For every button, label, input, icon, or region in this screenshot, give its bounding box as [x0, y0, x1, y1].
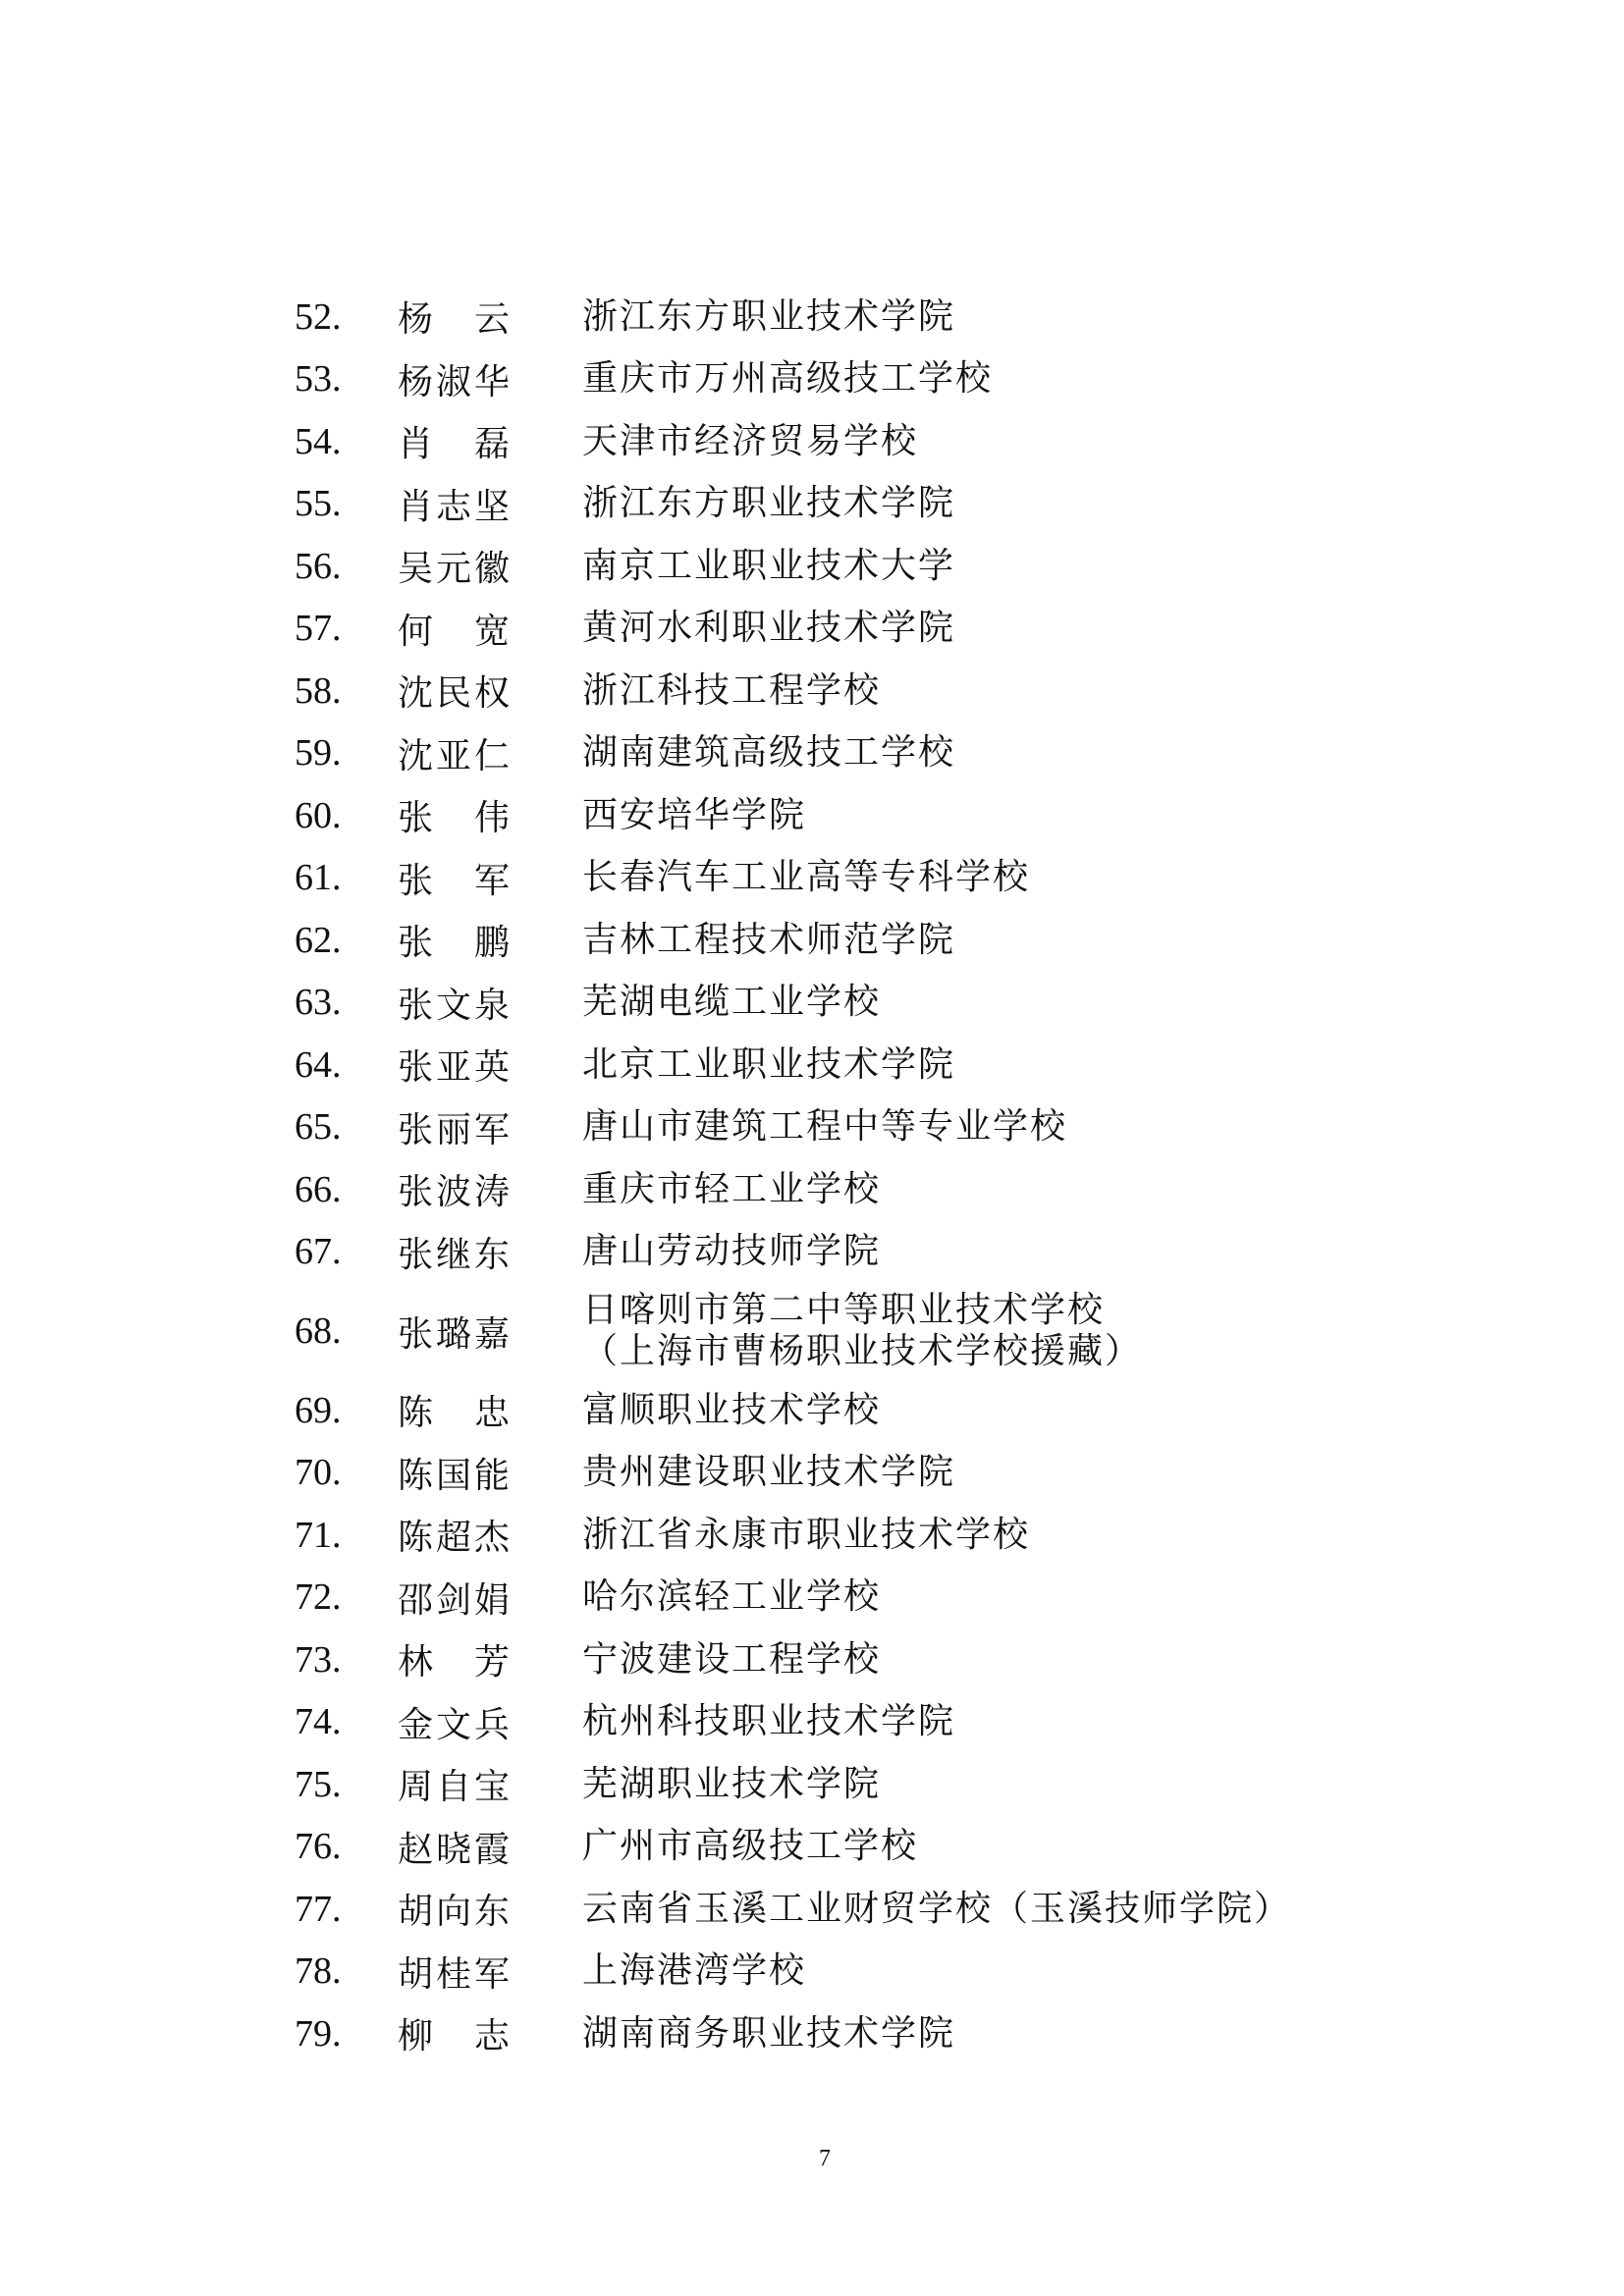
entry-number: 69. — [295, 1389, 342, 1431]
list-item — [295, 1034, 1571, 1096]
list-item — [295, 1096, 1571, 1159]
person-name: 杨 云 — [398, 299, 510, 341]
list-item — [295, 1629, 1571, 1691]
school-name — [582, 1515, 1030, 1556]
entry-number: 64. — [295, 1043, 342, 1086]
school-name — [582, 608, 955, 649]
person-name: 沈亚仁 — [398, 735, 510, 776]
school-name — [582, 920, 955, 961]
school-name — [582, 1044, 955, 1086]
entry-number: 70. — [295, 1452, 342, 1494]
entry-number: 71. — [295, 1514, 342, 1556]
entry-number: 59. — [295, 732, 342, 774]
list-item — [295, 1941, 1571, 2003]
school-line: 上海港湾学校 — [582, 1950, 807, 1992]
entry-number: 54. — [295, 420, 342, 462]
list-item — [295, 784, 1571, 847]
entry-number: 61. — [295, 857, 342, 899]
school-line: 贵州建设职业技术学院 — [582, 1452, 956, 1493]
school-name — [582, 1231, 881, 1272]
person-name: 邵剑娟 — [398, 1579, 510, 1621]
person-name: 吴元徽 — [398, 549, 510, 590]
person-name: 肖志坚 — [398, 486, 510, 527]
list-item — [295, 1878, 1571, 1941]
list-item — [295, 1442, 1571, 1505]
school-name — [582, 1639, 881, 1681]
school-line: 浙江省永康市职业技术学校 — [582, 1514, 1031, 1555]
person-name: 金文兵 — [398, 1704, 510, 1745]
person-name: 陈超杰 — [398, 1518, 510, 1559]
list-item — [295, 1753, 1571, 1816]
list-item — [295, 2002, 1571, 2065]
entry-number: 67. — [295, 1231, 342, 1273]
school-line: 广州市高级技工学校 — [582, 1826, 919, 1867]
person-name: 张继东 — [398, 1234, 510, 1275]
list-item — [295, 1221, 1571, 1284]
school-name — [582, 1390, 881, 1431]
list-item — [295, 535, 1571, 598]
person-name: 陈 忠 — [398, 1393, 510, 1434]
person-name: 张 军 — [398, 860, 510, 901]
list-item — [295, 598, 1571, 661]
school-name — [582, 795, 806, 836]
school-line: 长春汽车工业高等专科学校 — [582, 857, 1031, 898]
entry-number: 56. — [295, 545, 342, 587]
person-name: 张 伟 — [398, 798, 510, 839]
school-line: 浙江东方职业技术学院 — [582, 295, 956, 337]
school-line: 唐山市建筑工程中等专业学校 — [582, 1106, 1068, 1148]
entry-number: 75. — [295, 1763, 342, 1805]
person-name: 周自宝 — [398, 1767, 510, 1808]
entry-number: 52. — [295, 295, 342, 338]
school-name — [582, 1826, 918, 1867]
entry-number: 78. — [295, 1950, 342, 1993]
school-line: 湖南商务职业技术学院 — [582, 2012, 956, 2054]
person-name: 林 芳 — [398, 1642, 510, 1683]
page-number: 7 — [819, 2146, 831, 2171]
school-name — [582, 1889, 1291, 1930]
school-name — [582, 982, 881, 1023]
school-line: 北京工业职业技术学院 — [582, 1043, 956, 1085]
school-line: 天津市经济贸易学校 — [582, 420, 919, 461]
list-item — [295, 660, 1571, 722]
entry-number: 73. — [295, 1638, 342, 1681]
person-name: 张 鹏 — [398, 923, 510, 964]
school-line: 西安培华学院 — [582, 794, 807, 835]
entry-number: 79. — [295, 2012, 342, 2055]
entry-number: 76. — [295, 1826, 342, 1868]
school-line: 浙江科技工程学校 — [582, 669, 882, 711]
list-item — [295, 1816, 1571, 1879]
entry-number: 65. — [295, 1106, 342, 1148]
person-name: 张璐嘉 — [398, 1313, 510, 1355]
person-name: 张丽军 — [398, 1109, 510, 1150]
school-name — [582, 296, 955, 338]
list-item — [295, 1567, 1571, 1629]
school-line: 黄河水利职业技术学院 — [582, 608, 956, 649]
entry-number: 62. — [295, 919, 342, 961]
school-line: （上海市曹杨职业技术学校援藏） — [582, 1331, 1143, 1371]
list-item — [295, 909, 1571, 972]
school-name — [582, 546, 955, 587]
school-line: 杭州科技职业技术学院 — [582, 1701, 956, 1742]
person-name: 沈民权 — [398, 673, 510, 715]
entry-number: 53. — [295, 358, 342, 400]
list-item — [295, 1504, 1571, 1567]
entry-number: 77. — [295, 1888, 342, 1930]
list-item — [295, 286, 1571, 348]
entry-number: 57. — [295, 608, 342, 650]
school-name — [582, 1106, 1067, 1148]
entry-number: 55. — [295, 483, 342, 525]
school-name — [582, 732, 955, 774]
school-line: 芜湖电缆工业学校 — [582, 982, 882, 1023]
school-line: 重庆市万州高级技工学校 — [582, 358, 994, 400]
school-name — [582, 1169, 881, 1210]
school-line: 浙江东方职业技术学院 — [582, 483, 956, 524]
list-item — [295, 1379, 1571, 1442]
name-list — [295, 286, 1571, 2065]
person-name: 张亚英 — [398, 1047, 510, 1089]
entry-number: 72. — [295, 1576, 342, 1619]
school-name — [582, 1576, 881, 1618]
school-line: 富顺职业技术学校 — [582, 1389, 882, 1430]
list-item — [295, 972, 1571, 1035]
list-item — [295, 722, 1571, 785]
list-item — [295, 1283, 1571, 1379]
school-name — [582, 421, 918, 462]
school-name — [582, 2013, 955, 2055]
list-item — [295, 348, 1571, 411]
entry-number: 60. — [295, 794, 342, 836]
list-item — [295, 410, 1571, 473]
person-name: 张波涛 — [398, 1172, 510, 1213]
person-name: 胡桂军 — [398, 1953, 510, 1995]
entry-number: 63. — [295, 982, 342, 1024]
school-line: 哈尔滨轻工业学校 — [582, 1576, 882, 1618]
person-name: 肖 磊 — [398, 424, 510, 465]
list-item — [295, 847, 1571, 910]
list-item — [295, 1691, 1571, 1754]
entry-number: 74. — [295, 1701, 342, 1743]
person-name: 陈国能 — [398, 1455, 510, 1496]
school-name — [582, 358, 993, 400]
school-name — [582, 1701, 955, 1742]
school-name — [582, 483, 955, 524]
school-name — [582, 1764, 881, 1805]
list-item — [295, 1158, 1571, 1221]
person-name: 张文泉 — [398, 985, 510, 1026]
person-name: 赵晓霞 — [398, 1829, 510, 1870]
school-line: 日喀则市第二中等职业技术学校 — [582, 1290, 1106, 1330]
school-name — [582, 1950, 806, 1992]
entry-number: 58. — [295, 669, 342, 712]
school-name — [582, 1452, 955, 1493]
list-item — [295, 473, 1571, 536]
person-name: 何 宽 — [398, 611, 510, 652]
person-name: 胡向东 — [398, 1892, 510, 1933]
school-name — [582, 670, 881, 712]
school-name — [582, 857, 1030, 898]
school-line: 唐山劳动技师学院 — [582, 1231, 882, 1272]
school-line: 南京工业职业技术大学 — [582, 545, 956, 586]
school-line: 吉林工程技术师范学院 — [582, 919, 956, 960]
person-name: 柳 志 — [398, 2016, 510, 2057]
school-line: 云南省玉溪工业财贸学校（玉溪技师学院） — [582, 1888, 1292, 1929]
entry-number: 66. — [295, 1168, 342, 1210]
school-line: 芜湖职业技术学院 — [582, 1763, 882, 1804]
school-line: 重庆市轻工业学校 — [582, 1168, 882, 1209]
school-name — [582, 1290, 1142, 1372]
person-name: 杨淑华 — [398, 361, 510, 402]
school-line: 宁波建设工程学校 — [582, 1638, 882, 1680]
entry-number: 68. — [295, 1310, 342, 1352]
school-line: 湖南建筑高级技工学校 — [582, 732, 956, 774]
